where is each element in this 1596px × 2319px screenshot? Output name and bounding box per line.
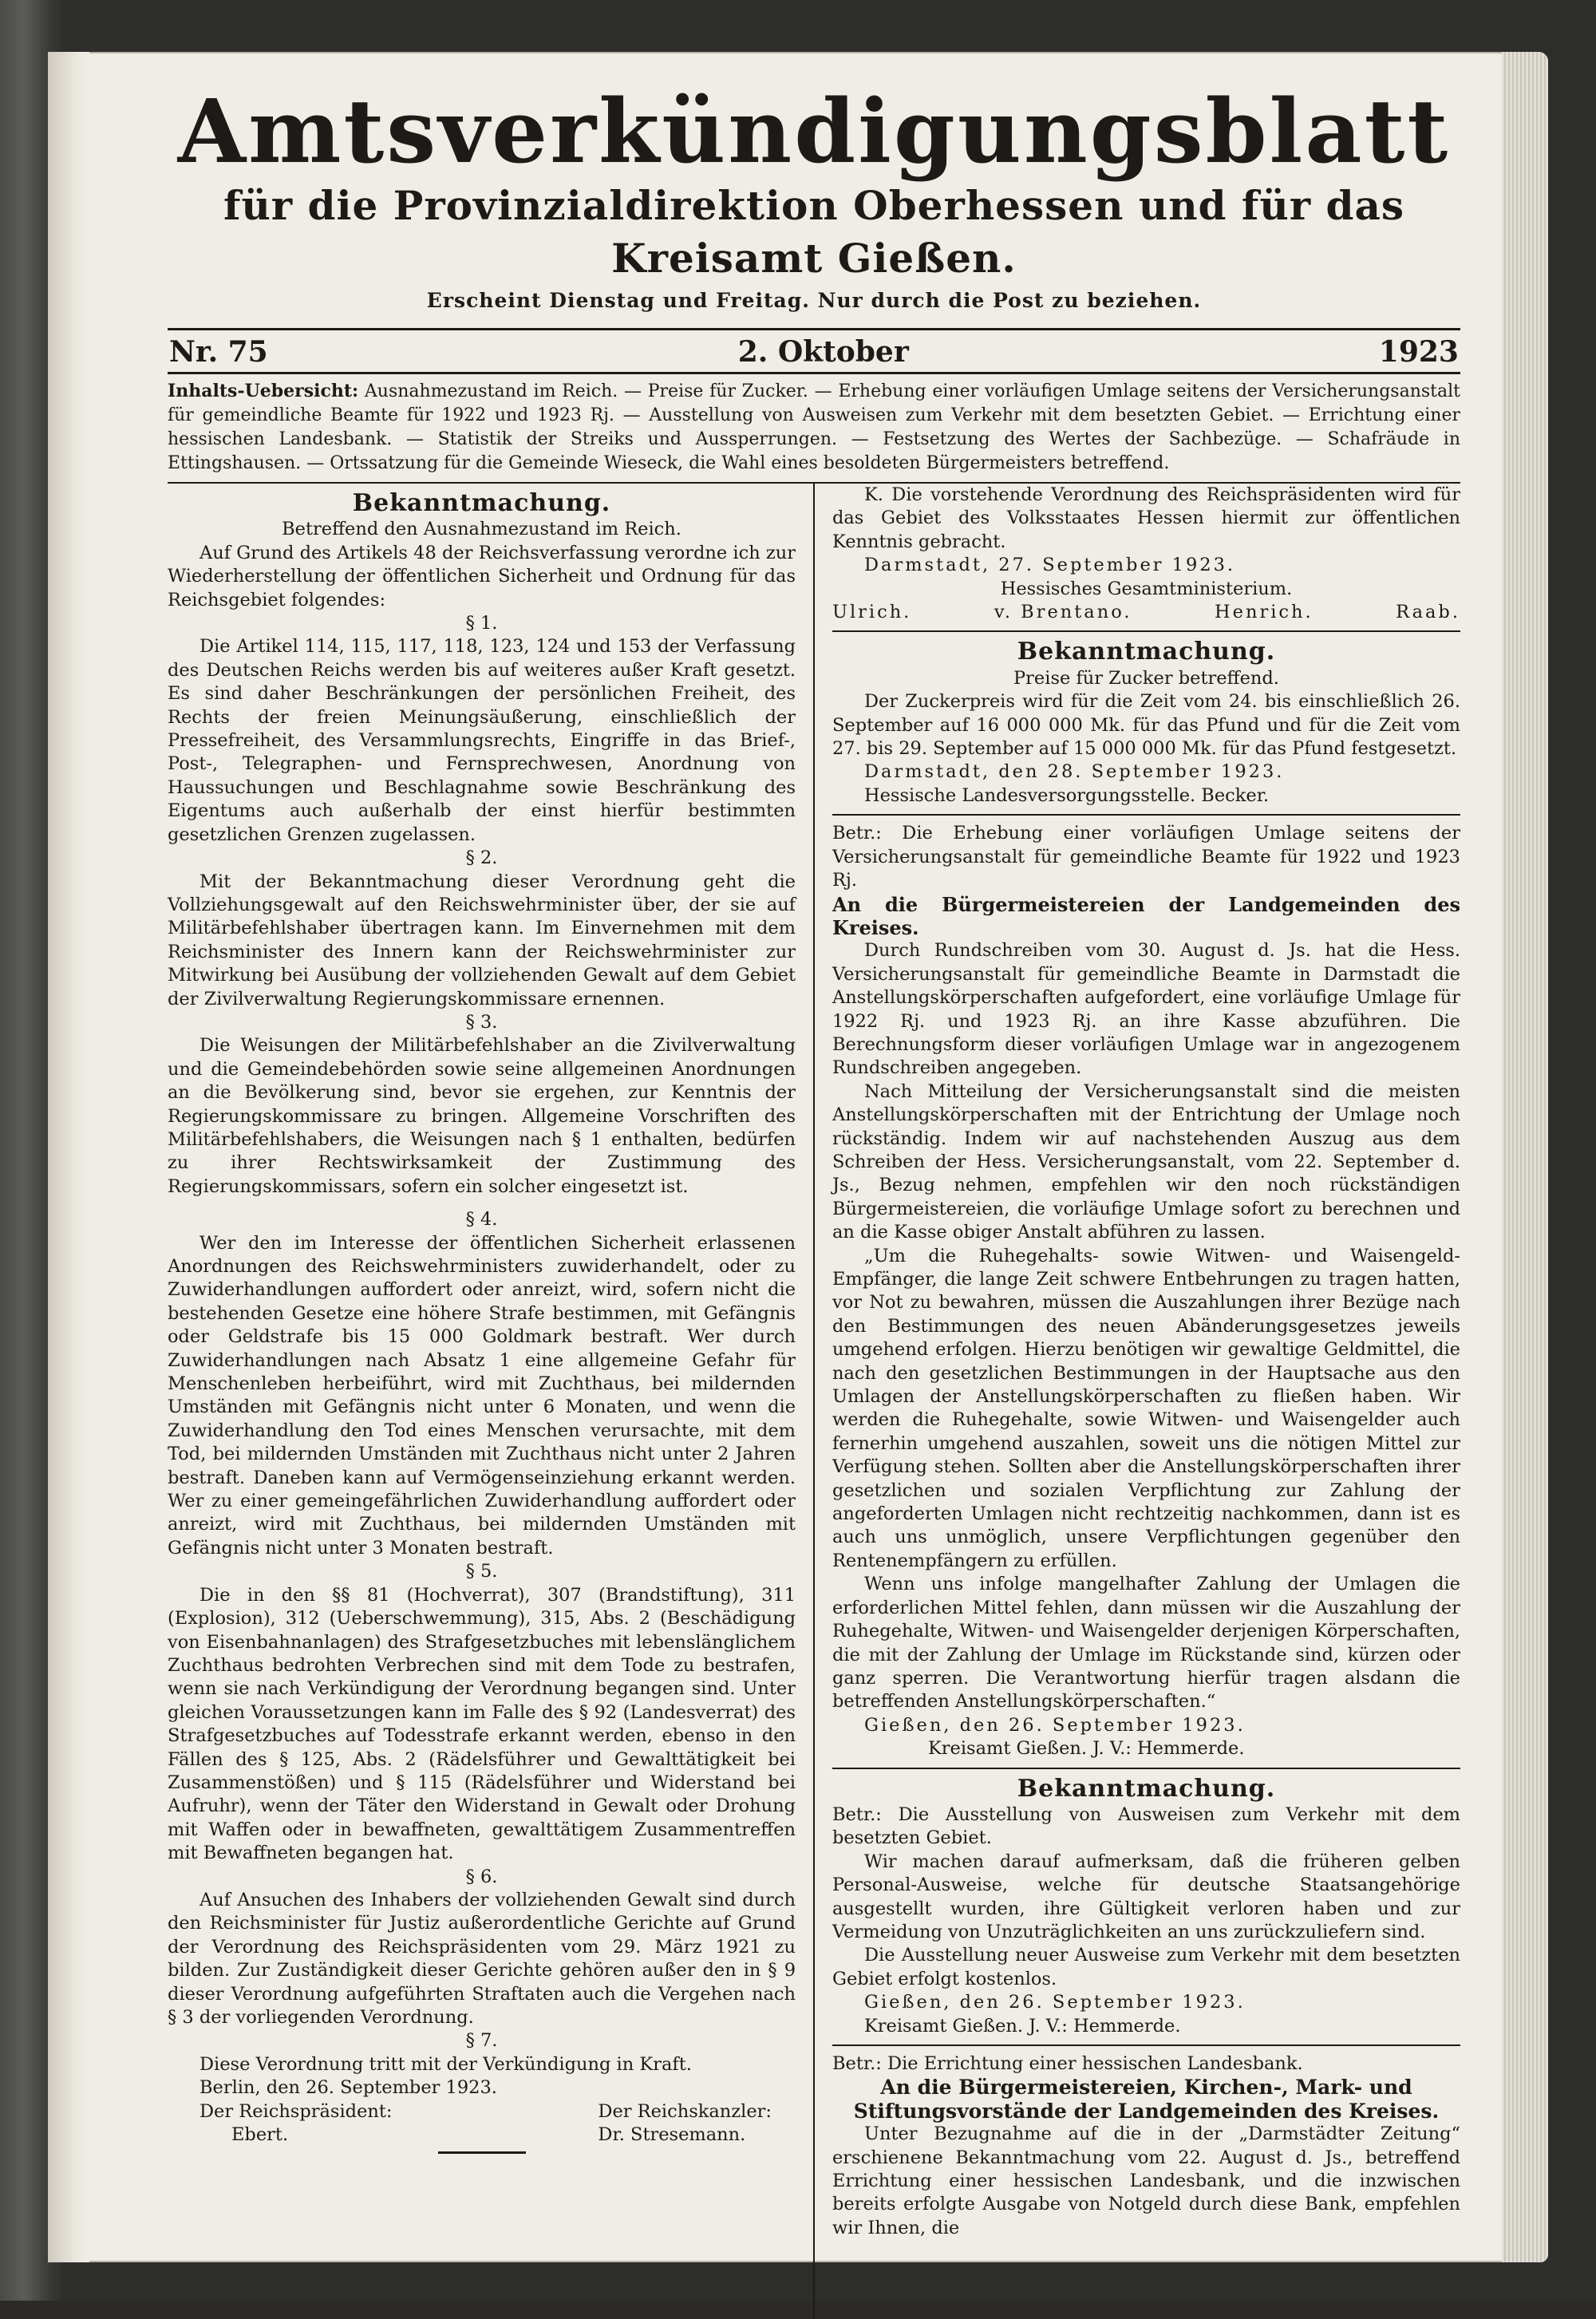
page-content: [168, 80, 1460, 2319]
section-7-label: § 7.: [465, 2030, 498, 2052]
landesbank-addressee: An die Bürgermeistereien, Kirchen-, Mark- und Stiftungsvorstände der Landgemeinden des Kreises.: [853, 2076, 1440, 2123]
signature-president-title: Der Reichspräsident:: [200, 2100, 393, 2122]
section-7-text: Diese Verordnung tritt mit der Verkündigung in Kraft.: [200, 2053, 692, 2075]
left-signatures: [168, 2100, 796, 2147]
article-columns: [168, 484, 1460, 2319]
signature-chancellor-title: Der Reichskanzler:: [598, 2100, 772, 2122]
umlage-place-date: Gießen, den 26. September 1923.: [863, 1714, 1246, 1736]
masthead-note: Erscheint Dienstag und Freitag. Nur durch die Post zu beziehen.: [426, 289, 1202, 312]
left-subject: Betreffend den Ausnahmezustand im Reich.: [282, 519, 681, 540]
umlage-betr: Betr.: Die Erhebung einer vorläufigen Umlage seitens der Versicherungsanstalt für gemeindliche Beamte für 1922 und 1923 Rj.: [832, 823, 1460, 891]
left-intro: Auf Grund des Artikels 48 der Reichsverfassung verordne ich zur Wiederherstellung der öffentlichen Sicherheit und Ordnung für das Reichsgebiet folgendes:: [168, 542, 796, 610]
landesbank-betr: Betr.: Die Errichtung einer hessischen Landesbank.: [832, 2053, 1303, 2074]
k-name-1: Ulrich.: [832, 602, 912, 623]
ausweis-p2: Die Ausstellung neuer Ausweise zum Verkehr mit dem besetzten Gebiet erfolgt kostenlos.: [832, 1945, 1460, 1989]
zucker-heading: Bekanntmachung.: [1017, 638, 1276, 666]
separator: [832, 1768, 1460, 1769]
masthead: [168, 80, 1460, 317]
issue-date: 2. Oktober: [737, 335, 909, 369]
left-place-date: Berlin, den 26. September 1923.: [200, 2077, 497, 2099]
ausweis-heading: Bekanntmachung.: [1017, 1774, 1276, 1803]
k-text: K. Die vorstehende Verordnung des Reichspräsidenten wird für das Gebiet des Volksstaates Hessen hiermit zur öffentlichen Kenntnis gebracht.: [832, 484, 1460, 552]
page-binding: [48, 52, 89, 2262]
section-4-label: § 4.: [465, 1209, 498, 1231]
umlage-p4: Wenn uns infolge mangelhafter Zahlung der Umlagen die erforderlichen Mittel fehlen, dann müssen wir die Auszahlung der Ruhegehalte, Witwen- und Waisengelder derjenigen Körperschaften, die mit der Zahlung der Umlage im Rückstande sind, kürzen oder ganz sperren. Die Verantwortung hierfür tragen alsdann die betreffenden Anstellungskörperschaften.“: [832, 1574, 1460, 1713]
signature-chancellor: [598, 2100, 796, 2147]
k-name-2: v. Brentano.: [994, 602, 1132, 623]
ausweis-betr: Betr.: Die Ausstellung von Ausweisen zum Verkehr mit dem besetzten Gebiet.: [832, 1803, 1460, 1849]
page-edge: [1502, 52, 1548, 2262]
masthead-title: Amtsverkündigungsblatt: [177, 80, 1451, 183]
k-authority: Hessisches Gesamtministerium.: [1000, 578, 1293, 599]
k-name-4: Raab.: [1396, 602, 1460, 623]
section-5-label: § 5.: [465, 1561, 498, 1582]
end-rule: [438, 2151, 526, 2154]
section-6-label: § 6.: [465, 1866, 498, 1887]
signature-president-name: Ebert.: [231, 2124, 289, 2146]
separator: [832, 2044, 1460, 2046]
left-heading: Bekanntmachung.: [352, 489, 611, 517]
k-names: [832, 601, 1460, 624]
signature-president: [168, 2100, 393, 2147]
separator: [832, 630, 1460, 632]
ausweis-p1: Wir machen darauf aufmerksam, daß die früheren gelben Personal-Ausweise, welche für deutsche Staatsangehörige ausgestellt wurden, ihre Gültigkeit verloren haben und zur Vermeidung von Unzuträglichkeiten an uns zurückzuliefern sind.: [832, 1851, 1460, 1942]
landesbank-p1: Unter Bezugnahme auf die in der „Darmstädter Zeitung“ erschienene Bekanntmachung vom 22. August d. Js., betreffend Errichtung einer hessischen Landesbank, und die inzwischen bereits erfolgte Ausgabe von Notgeld durch diese Bank, empfehlen wir Ihnen, die: [832, 2123, 1460, 2238]
left-column: [168, 484, 813, 2319]
separator: [832, 814, 1460, 816]
umlage-addressee: An die Bürgermeistereien der Landgemeinden des Kreises.: [832, 892, 1460, 939]
table-of-contents: [168, 374, 1460, 484]
toc-label: Inhalts-Uebersicht:: [168, 381, 359, 401]
section-4-text: Wer den im Interesse der öffentlichen Sicherheit erlassenen Anordnungen des Reichswehrministers zuwiderhandelt, oder zu Zuwiderhandlungen auffordert oder anreizt, wird, sofern nicht die bestehenden Gesetze eine höhere Strafe bestimmen, mit Gefängnis oder Geldstrafe bis 15 000 Goldmark bestraft. Wer durch Zuwiderhandlungen nach Absatz 1 eine allgemeine Gefahr für Menschenleben herbeiführt, wird mit Zuchthaus, bei mildernden Umständen mit Gefängnis nicht unter 6 Monaten, und wenn die Zuwiderhandlung den Tod eines Menschen verursachte, mit dem Tod, bei mildernden Umständen mit Zuchthaus nicht unter 2 Jahren bestraft. Daneben kann auf Vermögenseinziehung erkannt werden. Wer zu einer gemeingefährlichen Zuwiderhandlung auffordert oder anreizt, wird mit Zuchthaus, bei mildernden Umständen mit Gefängnis nicht unter 3 Monaten bestraft.: [168, 1232, 796, 1559]
umlage-p2: Nach Mitteilung der Versicherungsanstalt sind die meisten Anstellungskörperschaften mit der Entrichtung der Umlage noch rückständig. Indem wir auf nachstehenden Auszug aus dem Schreiben der Hess. Versicherungsanstalt, vom 22. September d. Js., Bezug nehmen, empfehlen wir den noch rückständigen Bürgermeistereien, die vorläufige Umlage sofort zu berechnen und an die Kasse obiger Anstalt abführen zu lassen.: [832, 1080, 1460, 1243]
k-name-3: Henrich.: [1215, 602, 1314, 623]
section-5-text: Die in den §§ 81 (Hochverrat), 307 (Brandstiftung), 311 (Explosion), 312 (Ueberschwemmung), 315, Abs. 2 (Beschädigung von Eisenbahnanlagen) des Strafgesetzbuches mit lebenslänglichem Zuchthaus bedrohten Verbrechen sind mit dem Tode zu bestrafen, wenn sie nach Verkündigung der Verordnung begangen sind. Unter gleichen Voraussetzungen kann im Falle des § 92 (Landesverrat) des Strafgesetzbuches auf Todesstrafe erkannt werden, ebenso in den Fällen des § 125, Abs. 2 (Rädelsführer und Gewalttätigkeit bei Zusammenstößen) und § 115 (Rädelsführer und Widerstand bei Aufruhr), wenn der Täter den Widerstand in Gewalt oder Drohung mit Waffen oder in bewaffneten, gewalttätigem Zusammentreffen mit Bewaffneten begangen hat.: [168, 1584, 796, 1864]
issue-year: 1923: [1378, 335, 1459, 369]
section-2-label: § 2.: [465, 847, 498, 869]
toc-text: Ausnahmezustand im Reich. — Preise für Zucker. — Erhebung einer vorläufigen Umlage seitens der Versicherungsanstalt für gemeindliche Beamte für 1922 und 1923 Rj. — Ausstellung von Ausweisen zum Verkehr mit dem besetzten Gebiet. — Errichtung einer hessischen Landesbank. — Statistik der Streiks und Aussperrungen. — Festsetzung des Wertes der Sachbezüge. — Schafräude in Ettingshausen. — Ortssatzung für die Gemeinde Wieseck, die Wahl eines besoldeten Bürgermeisters betreffend.: [168, 381, 1460, 473]
signature-chancellor-name: Dr. Stresemann.: [598, 2124, 746, 2146]
section-3-text: Die Weisungen der Militärbefehlshaber an die Zivilverwaltung und die Gemeindebehörden sowie seine allgemeinen Anordnungen an die Bevölkerung sind, bevor sie ergehen, zur Kenntnis der Regierungskommissare zu bringen. Allgemeine Vorschriften des Militärbefehlshabers, die Weisungen nach § 1 enthalten, bedürfen zu ihrer Rechtswirksamkeit der Zustimmung des Regierungskommissars, sofern ein solcher eingesetzt ist.: [168, 1035, 796, 1197]
ausweis-sign: Kreisamt Gießen. J. V.: Hemmerde.: [863, 2015, 1181, 2037]
umlage-p3: „Um die Ruhegehalts- sowie Witwen- und Waisengeld-Empfänger, die lange Zeit schwere Entbehrungen zu tragen hatten, vor Not zu bewahren, müssen die Auszahlungen ihrer Bezüge nach den Bestimmungen des neuen Abänderungsgesetzes jeweils umgehend erfolgen. Hierzu benötigen wir gewaltige Geldmittel, die nach den gesetzlichen Bestimmungen in der Hauptsache aus den Umlagen der Anstellungskörperschaften zu fließen haben. Wir werden die Ruhegehalte, sowie Witwen- und Waisengelder auch fernerhin umgehend auszahlen, soweit uns die nötigen Mittel zur Verfügung stehen. Sollten aber die Anstellungskörperschaften ihrer gesetzlichen und sozialen Verpflichtung zur Zahlung der angeforderten Umlagen nicht rechtzeitig nachkommen, dann ist es auch uns unmöglich, unsere Verpflichtungen gegenüber den Rentenempfängern zu erfüllen.: [832, 1245, 1460, 1571]
zucker-subject: Preise für Zucker betreffend.: [1013, 667, 1279, 689]
issue-number: Nr. 75: [169, 335, 268, 369]
issue-line: [168, 328, 1460, 374]
ausweis-place-date: Gießen, den 26. September 1923.: [863, 1992, 1246, 2013]
section-1-text: Die Artikel 114, 115, 117, 118, 123, 124 und 153 der Verfassung des Deutschen Reichs werden bis auf weiteres außer Kraft gesetzt. Es sind daher Beschränkungen der persönlichen Freiheit, des Rechts der freien Meinungsäußerung, einschließlich der Pressefreiheit, des Versammlungsrechts, Eingriffe in das Brief-, Post-, Telegraphen- und Fernsprechwesen, Anordnung von Haussuchungen und Beschlagnahme sowie Beschränkung des Eigentums auch außerhalb der einst hierfür bestimmten gesetzlichen Grenzen zugelassen.: [168, 636, 796, 845]
section-1-label: § 1.: [465, 613, 498, 634]
umlage-sign: Kreisamt Gießen. J. V.: Hemmerde.: [927, 1738, 1245, 1760]
k-place-date: Darmstadt, 27. September 1923.: [863, 555, 1236, 576]
section-6-text: Auf Ansuchen des Inhabers der vollziehenden Gewalt sind durch den Reichsminister für Justiz außerordentliche Gerichte auf Grund der Verordnung des Reichspräsidenten vom 29. März 1921 zu bilden. Zur Zuständigkeit dieser Gerichte gehören außer den in § 9 dieser Verordnung aufgeführten Straftaten auch die Vergehen nach § 3 der vorliegenden Verordnung.: [168, 1889, 796, 2028]
zucker-sign: Hessische Landesversorgungsstelle. Becker.: [863, 784, 1270, 806]
zucker-place-date: Darmstadt, den 28. September 1923.: [863, 761, 1285, 783]
zucker-text: Der Zuckerpreis wird für die Zeit vom 24. bis einschließlich 26. September auf 16 000 000 Mk. für das Pfund und für die Zeit vom 27. bis 29. September auf 15 000 000 Mk. für das Pfund festgesetzt.: [832, 691, 1460, 760]
section-2-text: Mit der Bekanntmachung dieser Verordnung geht die Vollziehungsgewalt auf den Reichswehrminister über, der sie auf Militärbefehlshaber übertragen kann. Im Einvernehmen mit dem Reichsminister des Innern kann der Reichswehrminister zur Mitwirkung bei Ausübung der vollziehenden Gewalt auf dem Gebiet der Zivilverwaltung Regierungskommissare ernennen.: [168, 871, 796, 1009]
umlage-p1: Durch Rundschreiben vom 30. August d. Js. hat die Hess. Versicherungsanstalt für gemeindliche Beamte in Darmstadt die Anstellungskörperschaften aufgefordert, eine vorläufige Umlage für 1922 Rj. und 1923 Rj. an ihre Kasse abzuführen. Die Berechnungsform dieser vorläufigen Umlage war in angezogenem Rundschreiben angegeben.: [832, 940, 1460, 1079]
right-column: [815, 484, 1460, 2319]
masthead-subtitle: für die Provinzialdirektion Oberhessen und für das Kreisamt Gießen.: [223, 182, 1405, 282]
section-3-label: § 3.: [465, 1011, 498, 1033]
newspaper-page: [48, 52, 1548, 2262]
